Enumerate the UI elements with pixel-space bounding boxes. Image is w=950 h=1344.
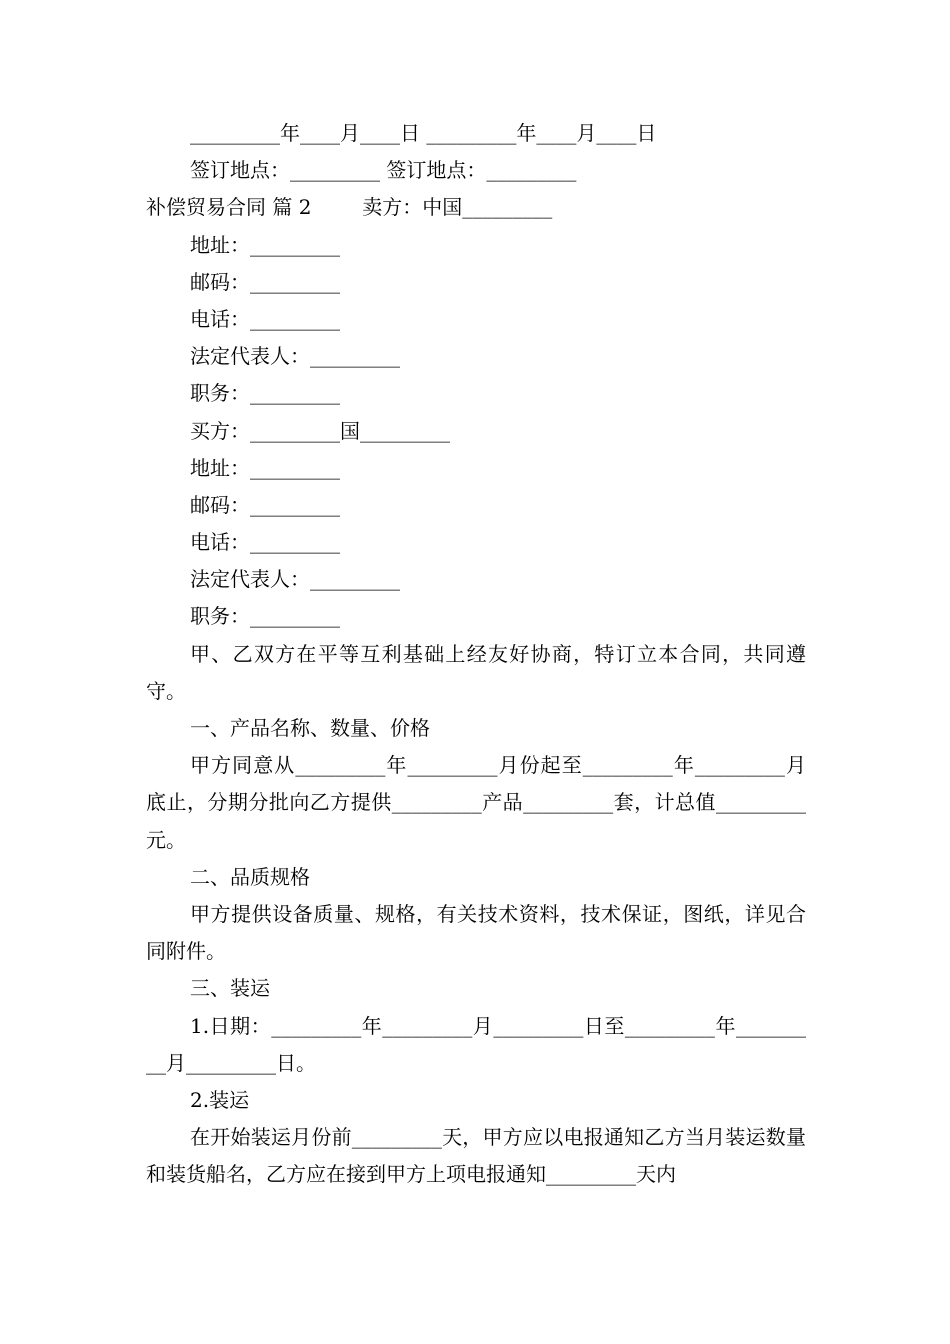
buyer-line: 买方：_________国_________ xyxy=(190,418,450,443)
section2-heading: 二、品质规格 xyxy=(190,864,310,889)
buyer-postcode-field: 邮码：_________ xyxy=(190,492,340,517)
seller-phone-field: 电话：_________ xyxy=(190,306,340,331)
signing-date-line: _________年____月____日 _________年____月____日 xyxy=(190,121,657,145)
intro-paragraph: 甲、乙双方在平等互利基础上经友好协商，特订立本合同，共同遵守。 xyxy=(146,641,806,703)
section3-item1-paragraph: 1.日期：_________年_________月_________日至_________年_________月_________日。 xyxy=(146,1013,806,1075)
buyer-phone-field: 电话：_________ xyxy=(190,530,340,555)
section1-heading: 一、产品名称、数量、价格 xyxy=(190,716,430,741)
contract-body xyxy=(146,115,806,1194)
signing-place-line: 签订地点：_________ 签订地点：_________ xyxy=(190,158,577,183)
seller-address-field: 地址：_________ xyxy=(190,232,340,257)
section3-item2-paragraph: 在开始装运月份前_________天，甲方应以电报通知乙方当月装运数量和装货船名，乙方应在接到甲方上项电报通知_________天内 xyxy=(146,1125,806,1187)
seller-position-field: 职务：_________ xyxy=(190,381,340,406)
section3-item2-heading: 2.装运 xyxy=(190,1088,250,1113)
contract-title-seller-line: 补偿贸易合同 篇 2 卖方：中国_________ xyxy=(146,195,553,220)
section2-paragraph: 甲方提供设备质量、规格，有关技术资料，技术保证，图纸，详见合同附件。 xyxy=(146,902,806,964)
section3-heading: 三、装运 xyxy=(190,976,270,1001)
section1-paragraph: 甲方同意从_________年_________月份起至_________年_________月底止，分期分批向乙方提供_________产品_________套，计总值_________元。 xyxy=(146,753,806,852)
buyer-address-field: 地址：_________ xyxy=(190,455,340,480)
seller-postcode-field: 邮码：_________ xyxy=(190,269,340,294)
buyer-legal-rep-field: 法定代表人：_________ xyxy=(190,567,400,592)
seller-legal-rep-field: 法定代表人：_________ xyxy=(190,344,400,369)
buyer-position-field: 职务：_________ xyxy=(190,604,340,629)
